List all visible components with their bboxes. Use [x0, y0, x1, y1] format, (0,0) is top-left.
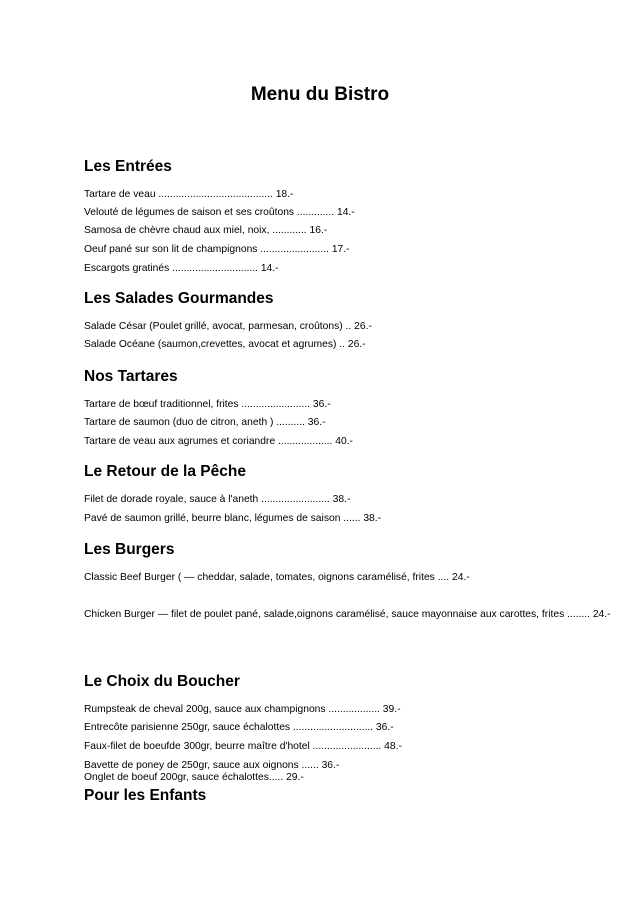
section-heading-tartares: Nos Tartares [84, 368, 178, 385]
menu-item: Samosa de chèvre chaud aux miel, noix, ............ 16.- [84, 225, 328, 236]
menu-item: Tartare de saumon (duo de citron, aneth ) .......... 36.- [84, 417, 326, 428]
menu-item: Chicken Burger — filet de poulet pané, salade,oignons caramélisé, sauce mayonnaise aux carottes, frites ........ 24.- [84, 609, 611, 620]
menu-item: Tartare de bœuf traditionnel, frites ........................ 36.- [84, 399, 331, 410]
section-heading-enfants: Pour les Enfants [84, 787, 207, 804]
menu-item: Escargots gratinés .............................. 14.- [84, 263, 279, 274]
page-title: Menu du Bistro [250, 84, 390, 105]
menu-item: Velouté de légumes de saison et ses croûtons ............. 14.- [84, 207, 355, 218]
menu-item: Entrecôte parisienne 250gr, sauce échalottes ............................ 36.- [84, 722, 394, 733]
menu-item: Tartare de veau ........................................ 18.- [84, 189, 294, 200]
section-heading-boucher: Le Choix du Boucher [84, 673, 240, 690]
section-heading-salades: Les Salades Gourmandes [84, 290, 274, 307]
menu-item: Tartare de veau aux agrumes et coriandre ................... 40.- [84, 436, 353, 447]
menu-item: Salade Océane (saumon,crevettes, avocat et agrumes) .. 26.- [84, 339, 366, 350]
menu-item: Salade César (Poulet grillé, avocat, parmesan, croûtons) .. 26.- [84, 321, 372, 332]
menu-item: Filet de dorade royale, sauce à l'aneth ........................ 38.- [84, 494, 351, 505]
menu-item: Classic Beef Burger ( — cheddar, salade, tomates, oignons caramélisé, frites .... 24.- [84, 572, 470, 583]
menu-item: Bavette de poney de 250gr, sauce aux oignons ...... 36.- [84, 760, 340, 771]
menu-item: Faux-filet de boeufde 300gr, beurre maître d'hotel ........................ 48.- [84, 741, 402, 752]
menu-item: Pavé de saumon grillé, beurre blanc, légumes de saison ...... 38.- [84, 513, 382, 524]
section-heading-burgers: Les Burgers [84, 541, 175, 558]
menu-item: Onglet de boeuf 200gr, sauce échalottes..... 29.- [84, 772, 304, 783]
menu-item: Oeuf pané sur son lit de champignons ........................ 17.- [84, 244, 350, 255]
section-heading-entrees: Les Entrées [84, 158, 172, 175]
section-heading-peche: Le Retour de la Pêche [84, 463, 246, 480]
menu-item: Rumpsteak de cheval 200g, sauce aux champignons .................. 39.- [84, 704, 401, 715]
